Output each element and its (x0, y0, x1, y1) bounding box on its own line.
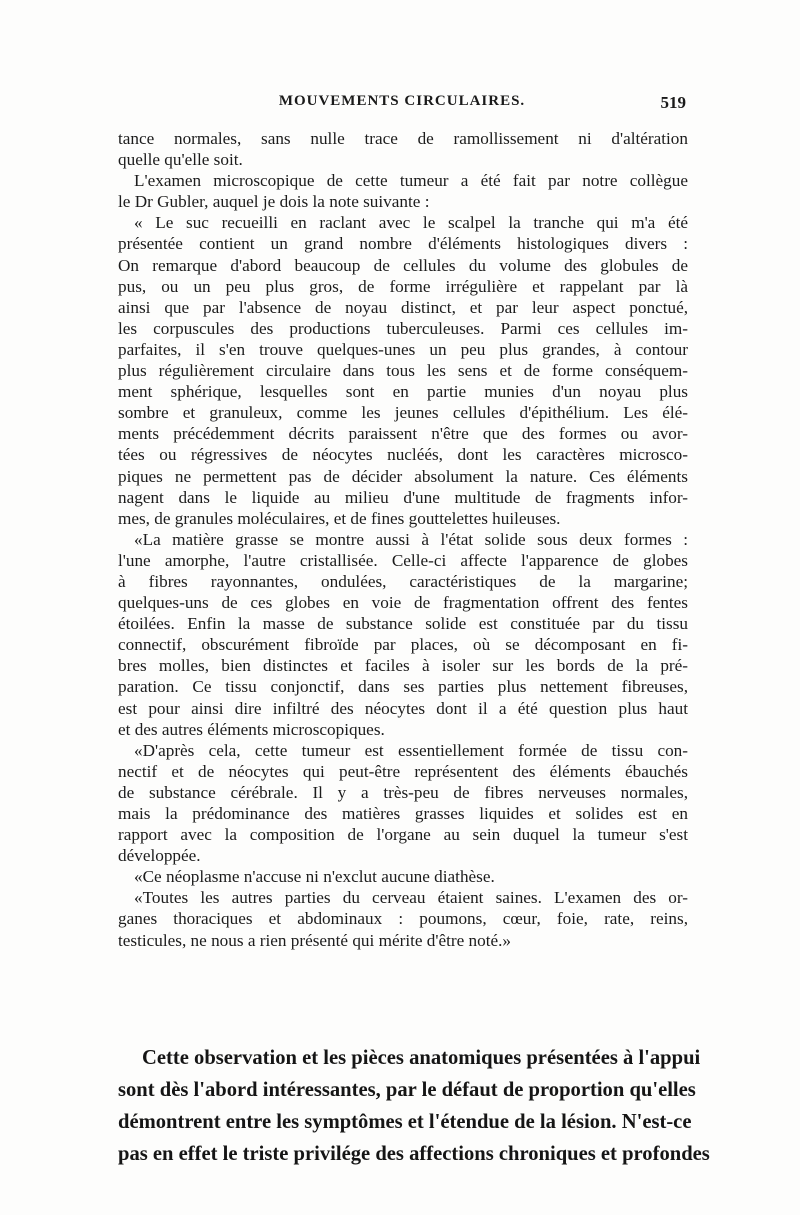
body-text (118, 128, 688, 951)
text-line: paration. Ce tissu conjonctif, dans ses parties plus nettement fibreuses, (118, 677, 688, 697)
closing-line: pas en effet le triste privilége des affections chroniques et profondes (118, 1143, 710, 1165)
text-line: testicules, ne nous a rien présenté qui mérite d'être noté.» (118, 930, 512, 950)
text-line: sombre et granuleux, comme les jeunes cellules d'épithélium. Les élé- (118, 403, 688, 423)
text-line: de substance cérébrale. Il y a très-peu de fibres nerveuses normales, (118, 782, 688, 802)
text-line: «Toutes les autres parties du cerveau étaient saines. L'examen des or- (134, 888, 688, 908)
closing-line: Cette observation et les pièces anatomiques présentées à l'appui (142, 1047, 701, 1069)
text-line: « Le suc recueilli en raclant avec le scalpel la tranche qui m'a été (134, 213, 688, 233)
text-line: tance normales, sans nulle trace de ramollissement ni d'altération (118, 129, 688, 148)
text-line: mes, de granules moléculaires, et de fines gouttelettes huileuses. (118, 508, 561, 528)
text-line: nectif et de néocytes qui peut-être représentent des éléments ébauchés (118, 761, 688, 781)
text-line: tées ou régressives de néocytes nucléés, dont les caractères microsco- (118, 445, 688, 465)
text-line: ments précédemment décrits paraissent n'être que des formes ou avor- (118, 424, 688, 444)
text-line: l'une amorphe, l'autre cristallisée. Celle-ci affecte l'apparence de globes (118, 550, 688, 570)
text-line: à fibres rayonnantes, ondulées, caractéristiques de la margarine; (118, 571, 688, 591)
text-line: pus, ou un peu plus gros, de forme irrégulière et rappelant par là (118, 276, 688, 296)
text-line: est pour ainsi dire infiltré des néocytes dont il a été question plus haut (118, 698, 688, 718)
text-line: parfaites, il s'en trouve quelques-unes un peu plus grandes, à contour (118, 339, 688, 359)
text-line: piques ne permettent pas de décider absolument la nature. Ces éléments (118, 466, 688, 486)
text-line: On remarque d'abord beaucoup de cellules du volume des globules de (118, 255, 688, 275)
text-line: et des autres éléments microscopiques. (118, 719, 385, 739)
text-line: connectif, obscurément fibroïde par places, où se décomposant en fi- (118, 635, 688, 655)
text-line: rapport avec la composition de l'organe au sein duquel la tumeur s'est (118, 825, 688, 845)
text-line: ment sphérique, lesquelles sont en partie munies d'un noyau plus (118, 382, 688, 402)
text-line: «La matière grasse se montre aussi à l'état solide sous deux formes : (134, 529, 688, 549)
running-title: MOUVEMENTS CIRCULAIRES. (278, 93, 526, 109)
text-line: quelques-uns de ces globes en voie de fragmentation offrent des fentes (118, 593, 688, 613)
page-number: 519 (660, 93, 686, 112)
text-line: développée. (118, 846, 201, 866)
text-line: nagent dans le liquide au milieu d'une multitude de fragments infor- (118, 487, 688, 507)
closing-paragraph (118, 1042, 710, 1170)
text-line: les corpuscules des productions tuberculeuses. Parmi ces cellules im- (118, 318, 688, 338)
text-line: quelle qu'elle soit. (118, 150, 243, 170)
text-line: «D'après cela, cette tumeur est essentiellement formée de tissu con- (134, 740, 688, 760)
closing-line: sont dès l'abord intéressantes, par le défaut de proportion qu'elles (118, 1079, 696, 1101)
text-line: ainsi que par l'absence de noyau distinct, et par leur aspect ponctué, (118, 297, 688, 317)
text-line: bres molles, bien distinctes et faciles à isoler sur les bords de la pré- (118, 656, 688, 676)
text-line: mais la prédominance des matières grasses liquides et solides est en (118, 804, 688, 823)
text-line: «Ce néoplasme n'accuse ni n'exclut aucune diathèse. (134, 867, 495, 887)
text-line: ganes thoraciques et abdominaux : poumons, cœur, foie, rate, reins, (118, 909, 688, 929)
running-head (118, 93, 686, 117)
text-line: le Dr Gubler, auquel je dois la note suivante : (118, 192, 430, 212)
text-line: présentée contient un grand nombre d'éléments histologiques divers : (118, 234, 688, 254)
text-line: L'examen microscopique de cette tumeur a été fait par notre collègue (134, 171, 688, 191)
closing-line: démontrent entre les symptômes et l'étendue de la lésion. N'est-ce (118, 1111, 692, 1133)
text-line: plus régulièrement circulaire dans tous les sens et de forme conséquem- (118, 361, 688, 381)
text-line: étoilées. Enfin la masse de substance solide est constituée par du tissu (118, 614, 688, 634)
